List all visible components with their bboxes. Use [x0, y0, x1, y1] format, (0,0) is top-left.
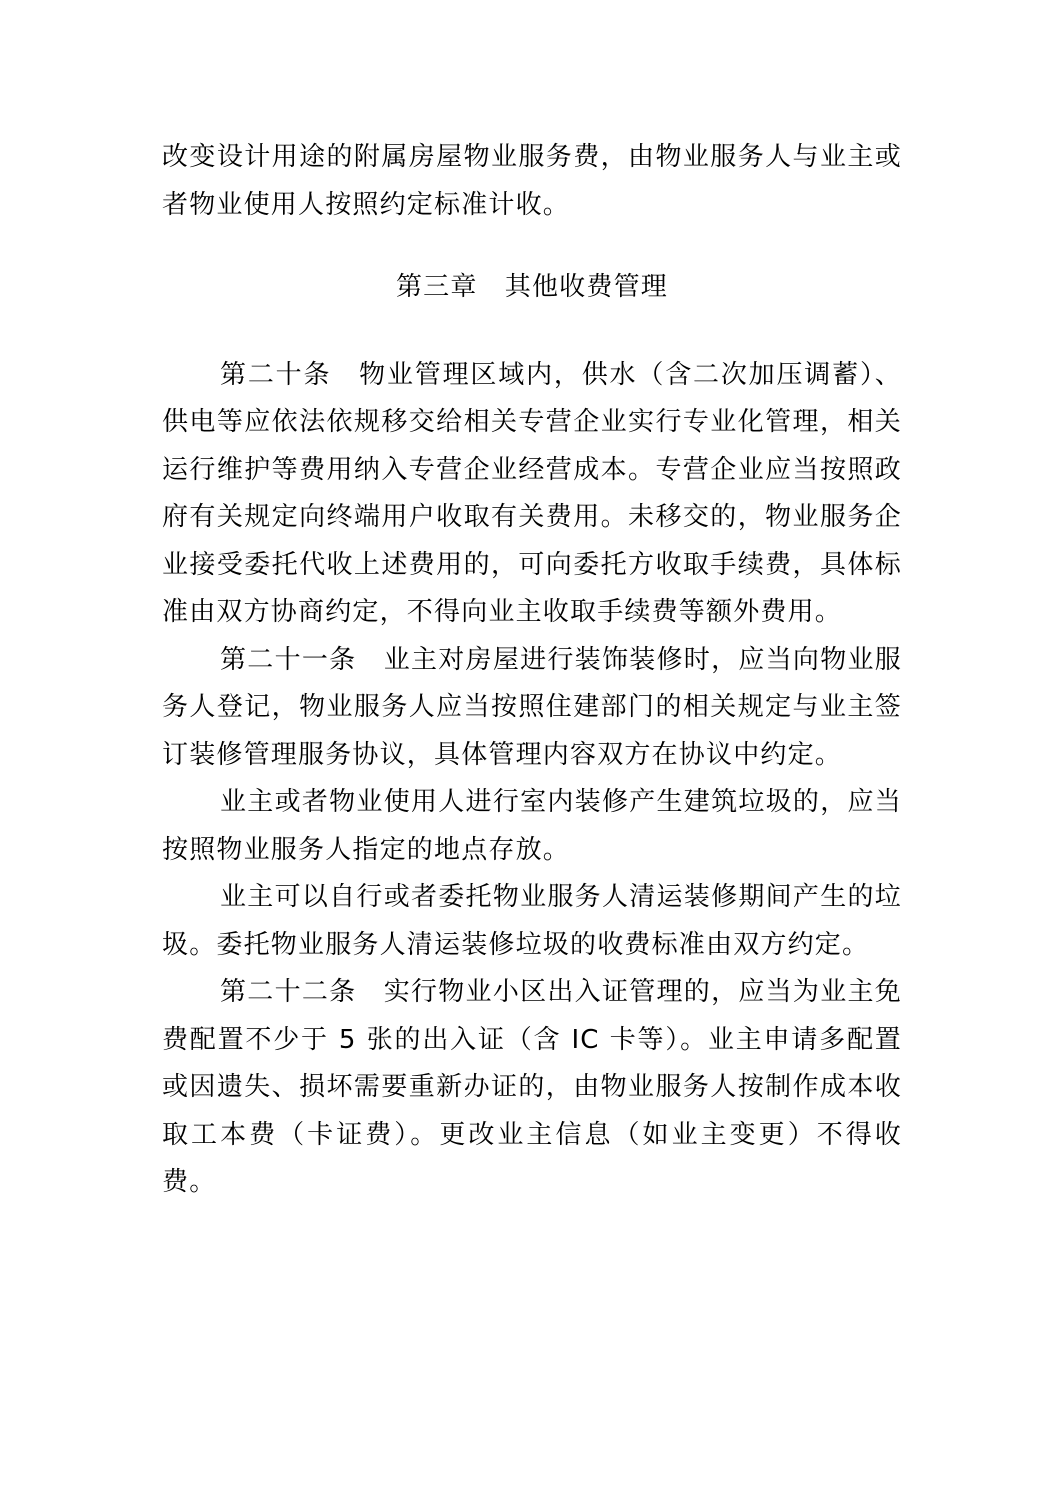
article-22: 第二十二条 实行物业小区出入证管理的，应当为业主免费配置不少于 5 张的出入证（含 IC 卡等）。业主申请多配置或因遗失、损坏需要重新办证的，由物业服务人按制作成本收取工本费（卡证费）。更改业主信息（如业主变更）不得收费。	[162, 977, 902, 1197]
article-21: 第二十一条 业主对房屋进行装饰装修时，应当向物业服务人登记，物业服务人应当按照住建部门的相关规定与业主签订装修管理服务协议，具体管理内容双方在协议中约定。	[162, 644, 902, 770]
document-body	[162, 134, 902, 1207]
article-21-paragraph-3: 业主可以自行或者委托物业服务人清运装修期间产生的垃圾。委托物业服务人清运装修垃圾的收费标准由双方约定。	[162, 882, 902, 960]
paragraph-continuation: 改变设计用途的附属房屋物业服务费，由物业服务人与业主或者物业使用人按照约定标准计收。	[162, 142, 902, 220]
article-21-paragraph-2: 业主或者物业使用人进行室内装修产生建筑垃圾的，应当按照物业服务人指定的地点存放。	[162, 787, 902, 865]
article-20: 第二十条 物业管理区域内，供水（含二次加压调蓄）、供电等应依法依规移交给相关专营企业实行专业化管理，相关运行维护等费用纳入专营企业经营成本。专营企业应当按照政府有关规定向终端用户收取有关费用。未移交的，物业服务企业接受委托代收上述费用的，可向委托方收取手续费，具体标准由双方协商约定，不得向业主收取手续费等额外费用。	[162, 359, 902, 627]
chapter-heading: 第三章 其他收费管理	[395, 272, 668, 302]
